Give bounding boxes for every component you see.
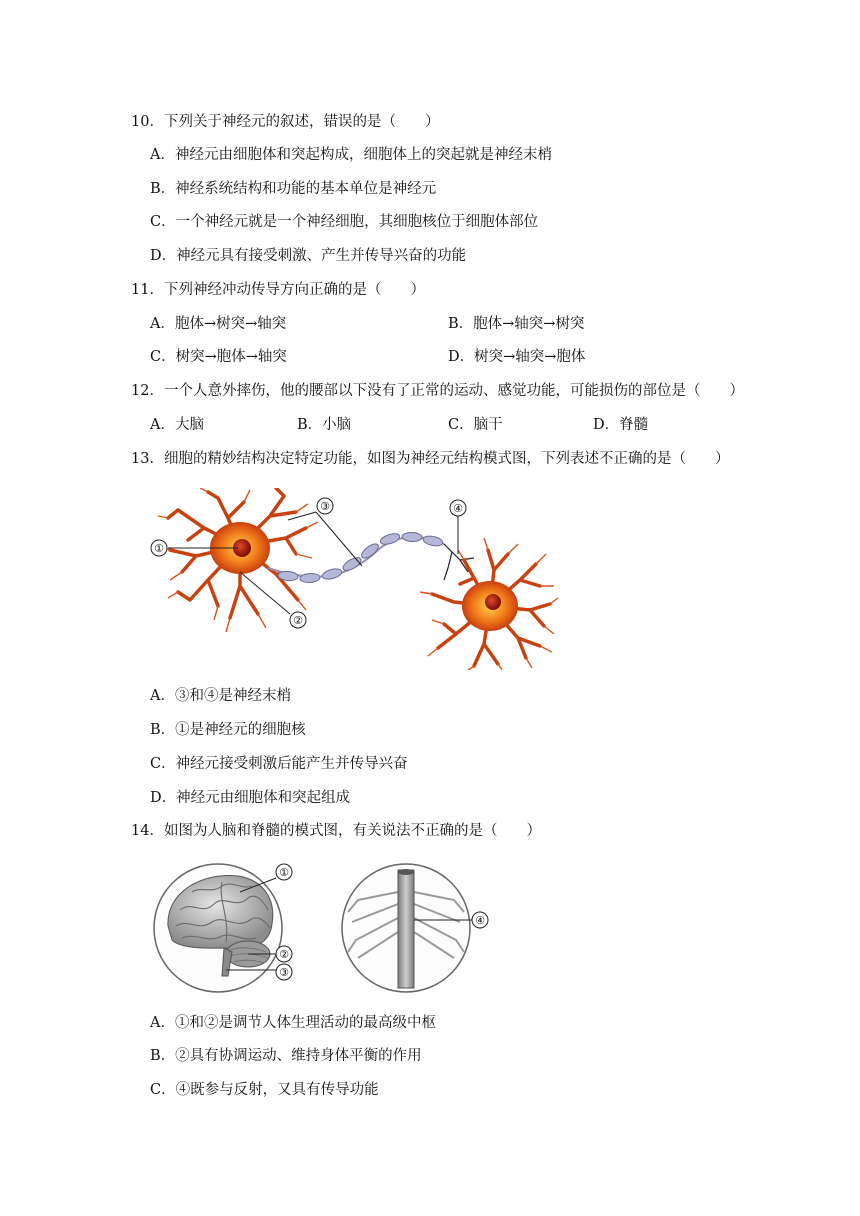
brain-label-1: ① [279, 866, 289, 879]
axon [268, 537, 444, 576]
q13-option-c: C．神经元接受刺激后能产生并传导兴奋 [150, 756, 408, 772]
q14-option-c: C．④既参与反射，又具有传导功能 [150, 1082, 379, 1098]
axon-terminal [444, 544, 474, 580]
pointer-lines [168, 512, 458, 614]
q13-option-d: D．神经元由细胞体和突起组成 [150, 790, 351, 806]
q10-option-c: C．一个神经元就是一个神经细胞，其细胞核位于细胞体部位 [150, 214, 539, 230]
q11-option-a: A．胞体→树突→轴突 [150, 316, 287, 332]
q11-stem: 11．下列神经冲动传导方向正确的是（ ） [131, 282, 425, 298]
q10-option-a: A．神经元由细胞体和突起构成，细胞体上的突起就是神经末梢 [150, 147, 552, 163]
q12-option-a: A．大脑 [150, 417, 204, 433]
neuron-label-3: ③ [320, 500, 330, 513]
neuron-label-4: ④ [453, 502, 463, 515]
q12-option-c: C．脑干 [448, 417, 503, 433]
q14-option-a: A．①和②是调节人体生理活动的最高级中枢 [150, 1015, 436, 1031]
q13-option-a: A．③和④是神经末梢 [150, 688, 291, 704]
myelin-sheath [278, 532, 444, 584]
q14-stem: 14．如图为人脑和脊髓的模式图，有关说法不正确的是（ ） [131, 823, 541, 839]
brain-label-2: ② [279, 948, 289, 961]
q12-stem: 12．一个人意外摔伤，他的腰部以下没有了正常的运动、感觉功能，可能损伤的部位是（ ） [131, 383, 744, 399]
q13-stem: 13．细胞的精妙结构决定特定功能，如图为神经元结构模式图，下列表述不正确的是（ ） [131, 451, 730, 467]
q12-option-b: B．小脑 [297, 417, 352, 433]
q14-option-b: B．②具有协调运动、维持身体平衡的作用 [150, 1048, 422, 1064]
spinal-label-4: ④ [475, 914, 485, 927]
q13-option-b: B．①是神经元的细胞核 [150, 722, 306, 738]
neuron-label-2: ② [293, 614, 303, 627]
q11-option-d: D．树突→轴突→胞体 [448, 349, 586, 365]
right-neuron-nucleus [485, 594, 501, 610]
spinal-cord [398, 870, 414, 988]
q11-option-b: B．胞体→轴突→树突 [448, 316, 585, 332]
neuron-label-1: ① [154, 542, 164, 555]
q10-stem: 10．下列关于神经元的叙述，错误的是（ ） [131, 114, 440, 130]
q10-option-d: D．神经元具有接受刺激、产生并传导兴奋的功能 [150, 248, 467, 264]
q12-option-d: D．脊髓 [593, 417, 649, 433]
brain-label-3: ③ [279, 966, 289, 979]
q11-option-c: C．树突→胞体→轴突 [150, 349, 287, 365]
brain-spinal-cord-diagram [152, 852, 498, 1004]
q10-option-b: B．神经系统结构和功能的基本单位是神经元 [150, 181, 437, 197]
spinal-cord-top [398, 869, 414, 875]
neuron-structure-diagram [148, 488, 560, 670]
